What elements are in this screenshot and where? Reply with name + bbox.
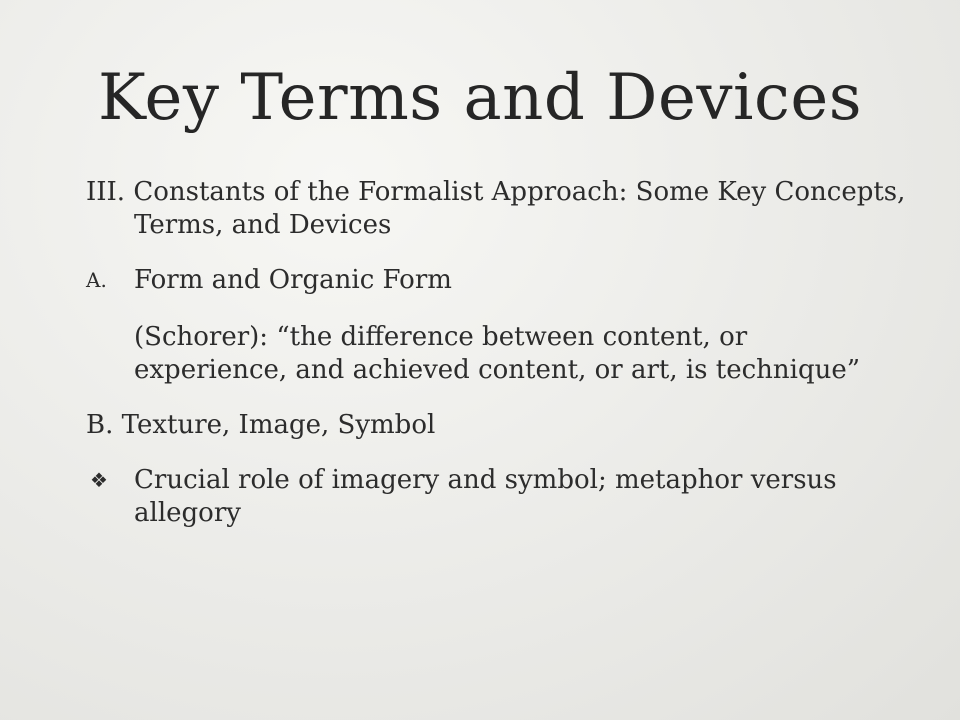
section-heading: III. Constants of the Formalist Approach: Some Key Concepts, Terms, and Devices [86, 177, 906, 240]
bullet-item [86, 464, 906, 530]
diamond-bullet-icon: ❖ [90, 468, 108, 492]
item-a-marker: A. [86, 268, 107, 292]
item-a [86, 264, 906, 297]
slide-content [86, 176, 906, 530]
item-a-text: Form and Organic Form [134, 265, 452, 295]
slide-title: Key Terms and Devices [97, 61, 863, 135]
item-b: B. Texture, Image, Symbol [86, 410, 436, 440]
schorer-quote: (Schorer): “the difference between content, or experience, and achieved content, or art, is technique” [134, 322, 861, 385]
bullet-text: Crucial role of imagery and symbol; metaphor versus allegory [134, 465, 837, 528]
